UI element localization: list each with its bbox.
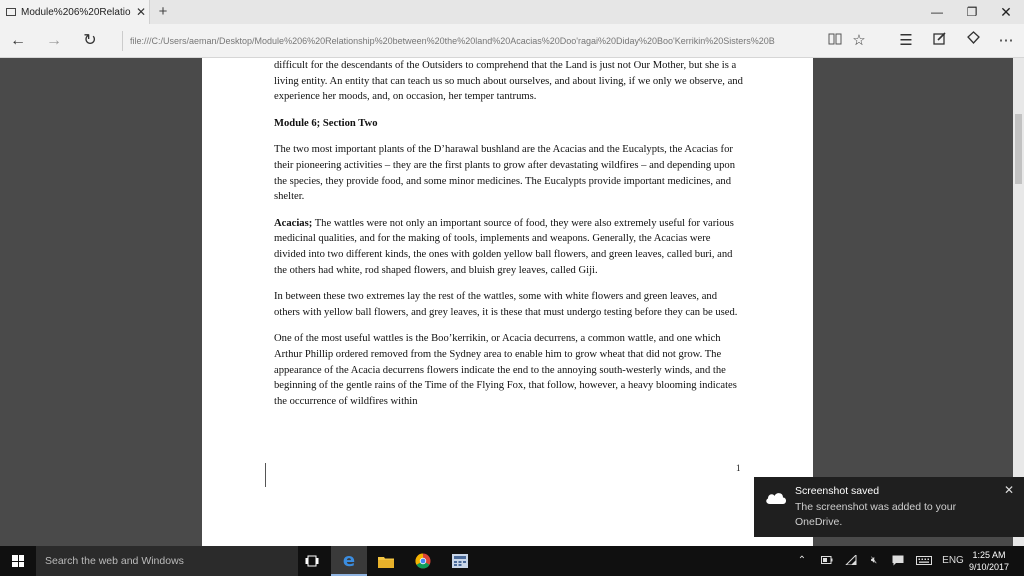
paragraph-2-body: The wattles were not only an important source of food, they were also extremely useful for various medicinal qualities, and for the making of tools, implements and weapons. Generally, the Acacias were divided into two different kinds, the ones with golden yellow ball flowers, and green leaves, called buri, and the others had white, rod shaped flowers, and bluish grey leaves, called Giji. [274,217,734,276]
refresh-icon[interactable]: ↻ [83,32,97,49]
calculator-app-icon[interactable] [442,546,478,576]
wifi-icon[interactable] [842,546,860,576]
toast-message: The screenshot was added to your OneDrive. [795,501,957,528]
edge-browser-icon[interactable]: e [331,546,367,576]
paragraph-1: The two most important plants of the D’harawal bushland are the Acacias and the Eucalypts, the Acacias for their pioneering activities – they are the first plants to grow after devastating wildfires – and depending upon the species, they provide food, and some minor medicines. The Eucalypts provide important medicines, and shelter. [274,144,735,203]
paragraph-4: One of the most useful wattles is the Boo’kerrikin, or Acacia decurrens, a common wattle, and one which Arthur Phillip ordered removed from the Sydney area to enable him to grow wheat that did not grow. The appearance of the Acacia decurrens flowers indicate the end to the annoying south-westerly winds, and the beginning of the gentle rains of the Time of the Flying Fox, that follow, however, a heavy blooming indicates the occurrence of wildfires within [274,333,737,407]
toast-close-icon[interactable]: ✕ [1003,483,1015,497]
document-viewer[interactable] [0,58,1024,546]
start-button[interactable] [0,546,36,576]
back-arrow-icon[interactable]: ← [10,32,26,49]
close-window-button[interactable]: ✕ [1000,4,1012,20]
tab-page-icon [6,8,16,16]
document-page [202,58,813,546]
paragraph-2 [274,216,744,278]
tab-bar [0,0,1024,24]
hub-icon[interactable]: ☰ [899,32,913,49]
system-clock[interactable] [962,549,1016,573]
section-heading: Module 6; Section Two [274,117,378,129]
favorite-star-icon[interactable]: ☆ [852,32,866,49]
web-note-icon[interactable] [928,30,952,52]
input-language[interactable]: ENG [942,555,964,566]
windows-logo-icon [12,555,24,567]
tab-close-icon[interactable]: ✕ [135,5,147,19]
restore-button[interactable]: ❐ [966,5,978,19]
paragraph-3: In between these two extremes lay the rest of the wattles, some with white flowers and green leaves, and others with yellow ball flowers, and grey leaves, it is these that must undergo testing before they can be used. [274,291,738,318]
text-cursor [265,463,266,487]
paragraph-2-lead: Acacias; [274,217,313,229]
tab-title: Module%206%20Relatio [21,6,131,18]
vertical-scrollbar[interactable] [1013,58,1024,546]
reading-view-icon[interactable] [823,30,847,52]
url-field[interactable]: file:///C:/Users/aeman/Desktop/Module%206%20Relationship%20between%20the%20land%20Acacias%20Doo'ragai%20Diday%20Boo'Kerrikin%20Sisters%20B [122,31,822,51]
onedrive-cloud-icon [764,489,788,505]
more-options-icon[interactable]: ⋯ [998,32,1014,49]
share-icon[interactable] [961,30,985,52]
scrollbar-thumb[interactable] [1015,114,1022,184]
action-center-icon[interactable] [889,546,907,576]
clock-time: 1:25 AM [972,550,1006,560]
address-bar [0,24,1024,58]
new-tab-button[interactable]: + [158,3,168,20]
screenshot-toast[interactable] [754,477,1024,537]
toast-title: Screenshot saved [795,485,880,497]
task-view-icon[interactable] [294,546,330,576]
battery-icon[interactable] [818,546,836,576]
show-hidden-icons-icon[interactable]: ⌃ [797,555,807,566]
file-explorer-icon[interactable] [368,546,404,576]
minimize-button[interactable]: — [931,5,943,19]
tab-document[interactable] [0,0,150,24]
clock-date: 9/10/2017 [968,562,1010,572]
chrome-icon[interactable] [405,546,441,576]
page-number: 1 [736,463,741,473]
taskbar-search[interactable]: Search the web and Windows [36,546,298,576]
intro-paragraph: difficult for the descendants of the Outsiders to comprehend that the Land is just not Our Mother, but she is a living entity. An entity that can teach us so much about ourselves, and about living, if we only we observe, and experience her moods, and, on occasion, her temper tantrums. [274,60,743,103]
forward-arrow-icon[interactable]: → [46,32,62,49]
volume-muted-icon[interactable]: 🔇︎ [870,555,878,566]
keyboard-icon[interactable] [913,546,935,576]
document-text [274,58,744,420]
taskbar [0,546,1024,576]
